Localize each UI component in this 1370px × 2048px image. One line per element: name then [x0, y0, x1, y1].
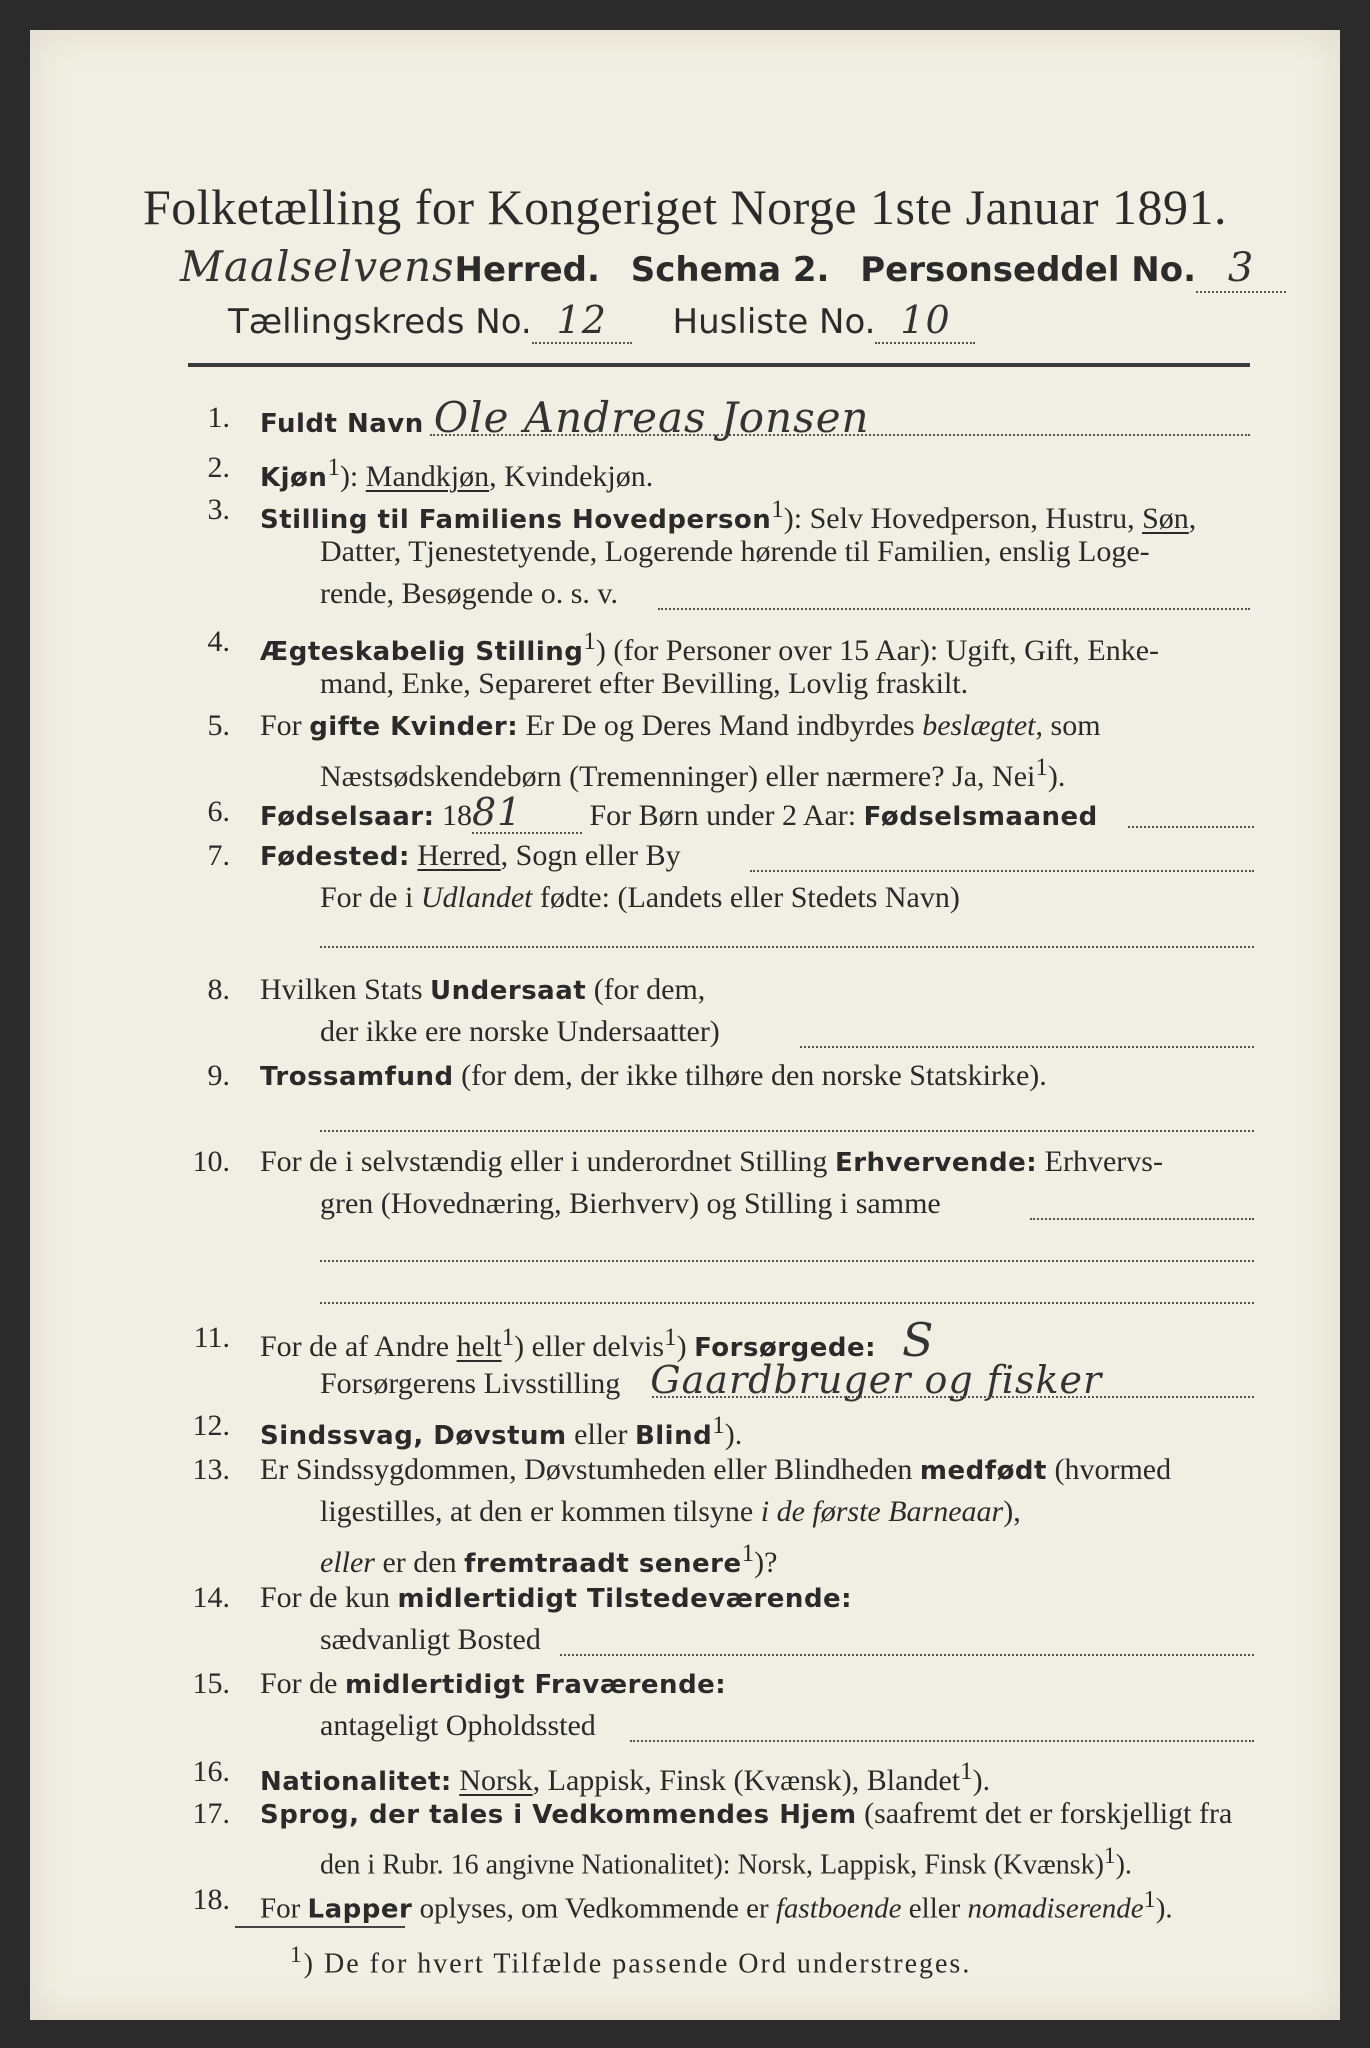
field-text: ): — [339, 460, 366, 493]
field-label: Sprog, der tales i Vedkommendes Hjem — [260, 1800, 857, 1830]
birthplace-selected-option: Herred — [417, 839, 501, 872]
dotted-line — [1030, 1218, 1254, 1220]
dotted-line — [800, 1046, 1254, 1048]
field-number: 15. — [192, 1667, 230, 1700]
personseddel-no: 3 — [1196, 245, 1286, 293]
field-text: 18 — [434, 799, 472, 832]
field-label: fremtraadt senere — [464, 1549, 742, 1579]
field-number: 2. — [207, 451, 230, 484]
field-text: eller — [566, 1418, 635, 1451]
dotted-line — [652, 1396, 1254, 1398]
footnote-rule — [235, 1926, 405, 1928]
herred-name: Maalselvens — [180, 242, 455, 291]
field-text: Datter, Tjenestetyende, Logerende hørende til Familien, enslig Loge- — [320, 535, 1150, 568]
dotted-line — [320, 946, 1254, 948]
field-text: , Kvindekjøn. — [489, 460, 654, 493]
footnote-marker: 1 — [290, 1942, 304, 1968]
field-label: Fødselsmaaned — [863, 802, 1098, 832]
field-text: (for dem, — [586, 973, 706, 1006]
field-text: rende, Besøgende o. s. v. — [320, 577, 618, 610]
field-text: For de — [260, 1667, 345, 1700]
field-text: Hvilken Stats — [260, 973, 430, 1006]
field-text: der ikke ere norske Undersaatter) — [320, 1015, 720, 1048]
footnote-marker: 1 — [1103, 1843, 1116, 1869]
field-number: 16. — [192, 1755, 230, 1788]
field-5-line-2: Næstsødskendebørn (Tremenninger) eller nærmere? Ja, Nei$^1$). — [320, 754, 1066, 793]
field-label: Fødested: — [260, 842, 410, 872]
field-13-line-2 — [320, 1492, 1021, 1532]
field-text: oplyses, om Vedkommende er — [412, 1892, 776, 1925]
field-label: medfødt — [919, 1456, 1047, 1486]
field-label: midlertidigt Fraværende: — [345, 1670, 727, 1700]
field-text: er den — [374, 1546, 465, 1579]
field-label: Blind — [634, 1421, 713, 1451]
header-line-2 — [228, 298, 975, 344]
field-number: 17. — [192, 1797, 230, 1830]
field-text: gren (Hovednæring, Bierhverv) og Stilling i samme — [320, 1187, 941, 1220]
field-text: For de i selvstændig eller i underordnet Stilling — [260, 1145, 835, 1178]
field-label: Forsørgede: — [694, 1333, 877, 1363]
field-text: beslægtet — [922, 709, 1036, 742]
field-text: ), — [1003, 1495, 1021, 1528]
footnote-marker: 1 — [1143, 1886, 1156, 1913]
footnote: $^1$) De for hvert Tilfælde passende Ord understreges. — [290, 1942, 972, 1980]
footnote-marker: 1 — [741, 1540, 755, 1567]
field-number: 3. — [207, 493, 230, 526]
field-text: ). — [972, 1764, 991, 1797]
field-number: 5. — [207, 709, 230, 742]
field-text: , — [1188, 502, 1197, 535]
field-text: , Sogn eller By — [500, 839, 681, 872]
husliste-label: Husliste No. — [672, 302, 876, 342]
field-text: ): Selv Hovedperson, Hustru, — [783, 502, 1143, 535]
field-label: Fuldt Navn — [260, 409, 424, 439]
field-number: 8. — [207, 973, 230, 1006]
field-label: Nationalitet: — [260, 1767, 452, 1797]
footnote-marker: 1 — [664, 1324, 677, 1351]
field-text: For de af Andre — [260, 1330, 457, 1363]
field-13-line-3 — [320, 1534, 777, 1584]
dotted-line — [320, 1260, 1254, 1262]
dotted-line — [1128, 826, 1254, 828]
field-text: , som — [1035, 709, 1101, 742]
supported-selected-option: helt — [456, 1330, 502, 1363]
field-number: 1. — [207, 401, 230, 434]
field-text: ligestilles, at den er kommen tilsyne — [320, 1495, 761, 1528]
footnote-marker: 1 — [712, 1412, 725, 1439]
footnote-text: De for hvert Tilfælde passende Ord understreges. — [324, 1948, 972, 1980]
footnote-marker: 1 — [1035, 754, 1048, 781]
name-dotted-line — [430, 434, 1250, 436]
field-text: fødte: (Landets eller Stedets Navn) — [532, 881, 960, 914]
field-label: Ægteskabelig Stilling — [260, 637, 584, 667]
field-label: Kjøn — [260, 463, 328, 493]
field-number: 7. — [207, 839, 230, 872]
field-text: fastboende — [775, 1892, 902, 1925]
field-text: For — [260, 1892, 308, 1925]
field-17-line-2: den i Rubr. 16 angivne Nationalitet): Norsk, Lappisk, Finsk (Kvænsk)$^1$). — [320, 1843, 1132, 1881]
field-label: Undersaat — [430, 976, 587, 1006]
dotted-line — [320, 1302, 1254, 1304]
husliste-no: 10 — [875, 298, 975, 344]
field-label: midlertidigt Tilstedeværende: — [397, 1584, 853, 1614]
field-text: nomadiserende — [967, 1892, 1144, 1925]
field-text: ). — [724, 1418, 743, 1451]
field-text: (hvormed — [1046, 1453, 1172, 1486]
field-7-line-2 — [320, 878, 960, 918]
field-number: 9. — [207, 1059, 230, 1092]
field-text: Næstsødskendebørn (Tremenninger) eller nærmere? Ja, Nei — [320, 760, 1036, 793]
footnote-marker: 1 — [771, 496, 784, 523]
header-rule — [188, 363, 1250, 367]
field-text: Er Sindssygdommen, Døvstumheden eller Blindheden — [260, 1453, 920, 1486]
field-text: ) — [676, 1330, 695, 1363]
provider-occupation-value: Gaardbruger og fisker — [650, 1358, 1103, 1402]
field-label: Fødselsaar: — [260, 802, 435, 832]
nationality-selected-option: Norsk — [459, 1764, 533, 1797]
field-text: (for dem, der ikke tilhøre den norske Statskirke). — [453, 1059, 1047, 1092]
field-number: 10. — [192, 1145, 230, 1178]
position-selected-option: Søn — [1142, 502, 1189, 535]
field-label: Stilling til Familiens Hovedperson — [260, 505, 772, 535]
field-text: mand, Enke, Separeret efter Bevilling, Lovlig fraskilt. — [320, 667, 969, 700]
field-number: 11. — [193, 1321, 230, 1354]
dotted-line — [658, 608, 1250, 610]
footnote-marker: 1 — [501, 1324, 515, 1351]
field-label: gifte Kvinder: — [309, 712, 519, 742]
herred-label: Herred. — [454, 250, 600, 290]
field-text: , Lappisk, Finsk (Kvænsk), Blandet — [532, 1764, 961, 1797]
field-text: ) eller delvis — [514, 1330, 665, 1363]
form-title: Folketælling for Kongeriget Norge 1ste Januar 1891. — [142, 179, 1228, 235]
field-number: 6. — [207, 795, 230, 828]
field-number: 14. — [192, 1581, 230, 1614]
birth-year-value: 81 — [472, 792, 582, 834]
dotted-line — [560, 1654, 1254, 1656]
field-text: Er De og Deres Mand indbyrdes — [518, 709, 923, 742]
personseddel-label: Personseddel No. — [860, 250, 1197, 290]
field-text: ) (for Personer over 15 Aar): Ugift, Gift, Enke- — [595, 634, 1160, 667]
field-text: Forsørgerens Livsstilling — [320, 1367, 621, 1400]
field-text: For Børn under 2 Aar: — [582, 799, 864, 832]
dotted-line — [630, 1740, 1254, 1742]
field-label: Erhvervende: — [834, 1148, 1038, 1178]
handwritten-mark: S — [902, 1313, 935, 1367]
dotted-line — [320, 1130, 1254, 1132]
field-text: For de kun — [260, 1581, 398, 1614]
field-text: )? — [754, 1546, 778, 1579]
field-text: (saafremt det er forskjelligt fra — [856, 1797, 1233, 1830]
header-line-1 — [180, 242, 1286, 293]
sex-selected-option: Mandkjøn — [365, 460, 490, 493]
footnote-marker: 1 — [583, 628, 596, 655]
census-form: Folketælling for Kongeriget Norge 1ste Januar 1891. MaalselvensHerred. Schema 2. Personseddel No. 3 Tællingskreds No. 12 Husliste No. 10 1. Fuldt Navn Ole Andreas Jonsen 2. Kjøn$^1$): Mandkjøn, Kvindekjøn. 3. Stilling til Familiens Hovedperson$^1$): Selv Hovedperson, Hustru, Søn, Datter, Tjenestetyende, Logerende hørende til Familien, enslig Loge- rende, Besøgende o. s. v. 4. Ægteskabelig Stilling$^1$) (for Personer over 15 Aar): Ugift, Gift, Enke- mand, Enke, Separeret efter Bevilling, Lovlig fraskilt. 5. For gifte Kvinder: Er De og Deres Mand indbyrdes beslægtet, som Næstsødskendebørn (Tremenninger) eller nærmere? Ja, Nei$^1$). 6. Fødselsaar: 1881 For Børn under 2 Aar: Fødselsmaaned 7. Fødested: Herred, Sogn eller By For de i Udlandet fødte: (Landets eller Stedets Navn) 8. Hvilken Stats Undersaat (for dem, der ikke ere norske Undersaatter) 9. Trossamfund (for dem, der ikke tilhøre den norske Statskirke). 10. For de i selvstændig eller i underordnet Stilling Erhvervende: Erhvervs- gren (Hovednæring, Bierhverv) og Stilling i samme 11. For de af Andre helt$^1$) eller delvis$^1$) Forsørgede: S Forsørgerens Livsstilling Gaardbruger og fisker 12. Sindssvag, Døvstum eller Blind$^1$). 13. Er Sindssygdommen, Døvstumheden eller Blindheden medfødt (hvormed ligestilles, at den er kommen tilsyne i de første Barneaar), eller er den fremtraadt senere$^1$)? 14. For de kun midlertidigt Tilstedeværende: sædvanligt Bosted 15. For de midlertidigt Fraværende: antageligt Opholdssted 16. Nationalitet: Norsk, Lappisk, Finsk (Kvænsk), Blandet$^1$). 17. Sprog, der tales i Vedkommendes Hjem (saafremt det er forskjelligt fra den i Rubr. 16 angivne Nationalitet): Norsk, Lappisk, Finsk (Kvænsk)$^1$). 18. For Lapper oplyses, om Vedkommende er fastboende eller nomadiserende$^1$). $^1$) De for hvert Tilfælde passende Ord understreges. — [30, 30, 1340, 2020]
field-text: i de første Barneaar — [760, 1495, 1004, 1528]
field-number: 12. — [192, 1409, 230, 1442]
full-name-value: Ole Andreas Jonsen — [433, 393, 870, 442]
schema-label: Schema 2. — [630, 250, 830, 290]
field-number: 13. — [192, 1453, 230, 1486]
footnote-marker: 1 — [960, 1758, 973, 1785]
footnote-marker: 1 — [327, 454, 340, 481]
field-number: 4. — [207, 625, 230, 658]
taellingskreds-label: Tællingskreds No. — [228, 302, 532, 342]
field-label: Lapper — [307, 1894, 413, 1925]
field-text: eller — [901, 1892, 968, 1925]
field-text: antageligt Opholdssted — [320, 1709, 596, 1742]
taellingskreds-no: 12 — [532, 298, 632, 344]
field-text: sædvanligt Bosted — [320, 1623, 541, 1656]
field-label: Trossamfund — [260, 1062, 454, 1092]
field-text: For de i — [320, 881, 421, 914]
field-text: eller — [320, 1546, 375, 1579]
field-text: Erhvervs- — [1037, 1145, 1163, 1178]
field-text: For — [260, 709, 310, 742]
field-number: 18. — [192, 1883, 230, 1916]
field-label: Sindssvag, Døvstum — [260, 1421, 567, 1451]
field-text: Udlandet — [420, 881, 533, 914]
field-text: den i Rubr. 16 angivne Nationalitet): Norsk, Lappisk, Finsk (Kvænsk) — [320, 1849, 1104, 1881]
dotted-line — [750, 870, 1254, 872]
